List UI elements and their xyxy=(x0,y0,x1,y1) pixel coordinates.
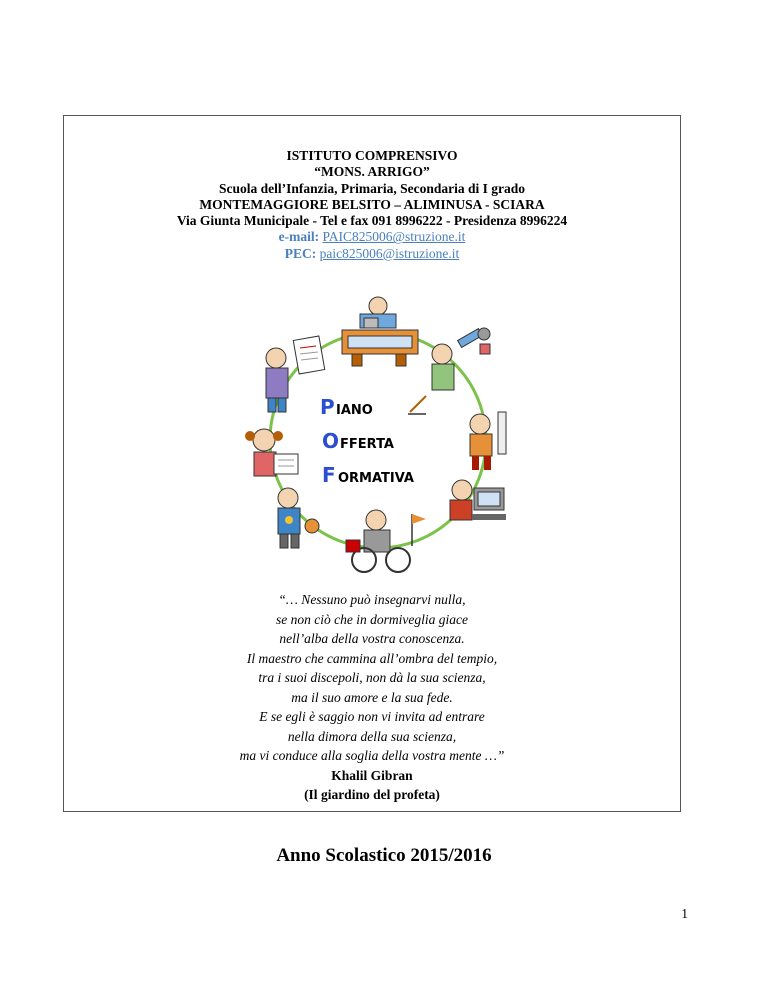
institute-name: “MONS. ARRIGO” xyxy=(314,164,430,180)
gibran-quote xyxy=(63,590,681,805)
pec-link[interactable]: paic825006@istruzione.it xyxy=(319,245,460,261)
pof-word2-initial: O xyxy=(322,429,340,453)
quote-line: nella dimora della sua scienza, xyxy=(287,728,457,744)
email-link[interactable]: PAIC825006@struzione.it xyxy=(322,229,466,245)
boy-with-paper-figure xyxy=(266,336,325,412)
school-header xyxy=(63,148,681,262)
girl-writing-figure xyxy=(245,429,298,476)
boy-with-ball-figure xyxy=(278,488,319,548)
school-address: Via Giunta Municipale - Tel e fax 091 8996222 - Presidenza 8996224 xyxy=(176,213,568,229)
boy-at-computer-figure xyxy=(450,480,506,520)
pec-line xyxy=(63,246,681,262)
school-locations: MONTEMAGGIORE BELSITO – ALIMINUSA - SCIARA xyxy=(199,196,545,212)
quote-line: nell’alba della vostra conoscenza. xyxy=(279,631,465,646)
institute-type: ISTITUTO COMPRENSIVO xyxy=(286,148,458,163)
pof-word3-rest: ORMATIVA xyxy=(338,471,414,486)
girl-with-telescope-figure xyxy=(432,328,490,390)
pec-label: PEC: xyxy=(284,245,317,261)
pof-word2-rest: FFERTA xyxy=(340,437,394,452)
school-year: Anno Scolastico 2015/2016 xyxy=(276,845,492,866)
quote-line: se non ciò che in dormiveglia giace xyxy=(276,611,468,627)
quote-line: ma vi conduce alla soglia della vostra mente …” xyxy=(239,748,505,763)
pof-word1-rest: IANO xyxy=(336,403,373,418)
pof-title xyxy=(320,395,426,487)
quote-line: Il maestro che cammina all’ombra del tempio, xyxy=(246,650,498,666)
girl-with-ruler-figure xyxy=(470,412,506,470)
email-line xyxy=(63,229,681,245)
school-levels: Scuola dell’Infanzia, Primaria, Secondaria di I grado xyxy=(218,180,525,196)
pencil-icon xyxy=(410,396,426,412)
quote-line: tra i suoi discepoli, non dà la sua scienza, xyxy=(258,670,486,685)
teacher-desk-figure xyxy=(342,297,418,366)
pof-illustration xyxy=(236,294,516,576)
page-number: 1 xyxy=(681,906,688,921)
email-label: e-mail: xyxy=(278,229,320,245)
quote-author: Khalil Gibran xyxy=(331,767,413,783)
quote-line: “… Nessuno può insegnarvi nulla, xyxy=(278,592,466,607)
pof-word3-initial: F xyxy=(322,463,336,487)
quote-line: E se egli è saggio non vi invita ad entrare xyxy=(259,709,485,724)
quote-line: ma il suo amore e la sua fede. xyxy=(291,689,453,705)
pof-word1-initial: P xyxy=(320,395,335,419)
quote-source: (Il giardino del profeta) xyxy=(304,787,440,802)
